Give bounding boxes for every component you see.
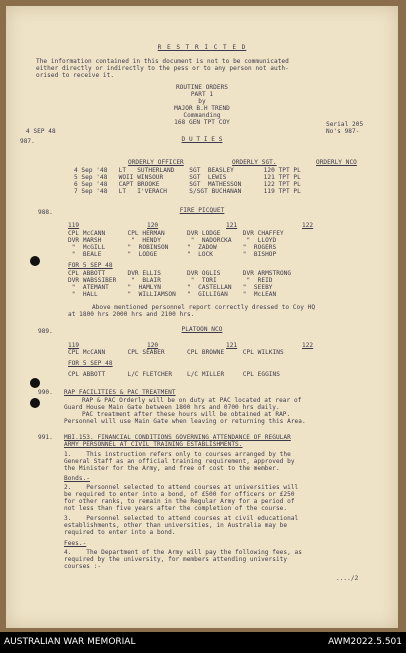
- financial-line: General Staff as an official training requirement, approved by: [64, 458, 295, 465]
- rap-line: Guard House Main Gate between 1800 hrs and 0700 hrs daily.: [64, 404, 280, 411]
- notice-line: orised to receive it.: [36, 72, 115, 79]
- financial-line: 4. The Department of the Army will pay the following fees, as: [64, 549, 302, 556]
- picquet-row: DVR MARSH " HENDY " NADORCKA " LLOYD: [68, 237, 277, 244]
- financial-line: the Minister for the Army, and free of cost to the member.: [64, 465, 280, 472]
- orderly-nco-header: ORDERLY NCO: [316, 159, 357, 166]
- picquet-row: CPL McCANN CPL HERMAN DVR LODGE DVR CHAFFEY: [68, 230, 284, 237]
- platoon-column-header: 121: [226, 222, 238, 229]
- fees-subheading: Fees.-: [64, 540, 87, 547]
- picquet-row: DVR WABSSIBER " BLAIR " TORI " REID: [68, 277, 273, 284]
- financial-line: courses :-: [64, 563, 102, 570]
- platoon-column-header: 120: [147, 342, 159, 349]
- platoon-column-header: 119: [68, 222, 80, 229]
- unit-name: 168 GEN TPT COY: [174, 119, 230, 126]
- platoon-nco-heading: PLATOON NCO: [181, 326, 223, 333]
- nco-row: CPL ABBOTT L/C FLETCHER L/C MILLER CPL EGGINS: [68, 371, 280, 378]
- rap-line: Personnel will use Main Gate when leaving or returning this Area.: [64, 418, 306, 425]
- picquet-row: " HALL " WILLIAMSON " GILLIGAN " McLEAN: [68, 291, 277, 298]
- duty-row: 6 Sep '48 CAPT BROOKE SGT MATHESSON 122 TPT PL: [74, 181, 301, 188]
- financial-line: be required to enter into a bond, of £500 for officers or £250: [64, 491, 295, 498]
- punch-hole: [30, 398, 40, 408]
- punch-hole: [30, 256, 40, 266]
- duty-row: 5 Sep '48 WOII WINSOUR SGT LEWIS 121 TPT PL: [74, 174, 301, 181]
- archive-footer: [0, 632, 406, 653]
- picquet-row: " BEALE " LODGE " LOCK " BISHOP: [68, 251, 277, 258]
- financial-line: 3. Personnel selected to attend courses at civil educational: [64, 515, 299, 522]
- financial-line: 2. Personnel selected to attend courses at universities will: [64, 484, 299, 491]
- orders-part: PART 1: [190, 91, 214, 98]
- restricted-heading: R E S T R I C T E D: [157, 44, 247, 51]
- duty-row: 7 Sep '48 LT I'VERACH S/SGT BUCHANAN 119 TPT PL: [74, 188, 301, 195]
- section-number: 991.: [38, 434, 53, 441]
- picquet-note: at 1800 hrs 2000 hrs and 2100 hrs.: [68, 311, 195, 318]
- section-number: 990.: [38, 389, 53, 396]
- fire-picquet-heading: FIRE PICQUET: [179, 207, 225, 214]
- picquet-row: CPL ABBOTT DVR ELLIS DVR OGLIS DVR ARMSTRONG: [68, 270, 292, 277]
- orders-title: ROUTINE ORDERS: [175, 84, 229, 91]
- platoon-column-header: 120: [147, 222, 159, 229]
- nco-row: CPL McCANN CPL SEABER CPL BROWNE CPL WILKINS: [68, 349, 284, 356]
- duties-heading: D U T I E S: [181, 136, 223, 143]
- financial-heading: ARMY PERSONNEL AT CIVIL TRAINING ESTABLISHMENTS.: [64, 441, 243, 448]
- financial-line: 1. This instruction refers only to courses arranged by the: [64, 451, 291, 458]
- financial-line: establishments, other than universities, in Australia may be: [64, 522, 288, 529]
- financial-line: required by the university, for members attending university: [64, 556, 288, 563]
- bonds-subheading: Bonds.-: [64, 475, 91, 482]
- rap-line: PAC treatment after these hours will be obtained at RAP.: [82, 411, 291, 418]
- order-numbers: No's 987-: [326, 128, 360, 135]
- punch-hole: [30, 378, 40, 388]
- orderly-officer-header: ORDERLY OFFICER: [128, 159, 184, 166]
- rap-heading: RAP FACILITIES & PAC TREATMENT: [64, 389, 176, 396]
- commanding-label: Commanding: [183, 112, 221, 119]
- platoon-column-header: 122: [302, 222, 314, 229]
- page-continuation: ..../2: [336, 575, 359, 582]
- section-number: 987.: [20, 138, 35, 145]
- picquet-note: Above mentioned personnel report correctly dressed to Coy HQ: [92, 304, 316, 311]
- nco-date-subheading: FOR 5 SEP 48: [68, 360, 113, 367]
- duty-row: 4 Sep '48 LT SUTHERLAND SGT BEASLEY 120 TPT PL: [74, 167, 301, 174]
- financial-heading: MBI.153. FINANCIAL CONDITIONS GOVERNING ATTENDANCE OF REGULAR: [64, 434, 291, 441]
- financial-line: required to enter into a bond.: [64, 529, 176, 536]
- notice-line: either directly or indirectly to the pess or to any person not auth-: [36, 65, 289, 72]
- picquet-date-subheading: FOR 5 SEP 48: [68, 262, 113, 269]
- orders-by: by: [198, 98, 206, 105]
- financial-line: for other ranks, to remain in the Regular Army for a period of: [64, 498, 295, 505]
- rap-line: RAP & PAC Orderly will be on duty at PAC located at rear of: [82, 397, 302, 404]
- financial-line: not less than five years after the completion of the course.: [64, 505, 288, 512]
- section-number: 989.: [38, 328, 53, 335]
- commander-name: MAJOR B.H TREND: [174, 105, 230, 112]
- archive-name: AUSTRALIAN WAR MEMORIAL: [4, 637, 136, 647]
- orderly-sgt-header: ORDERLY SGT.: [232, 159, 277, 166]
- order-date: 4 SEP 48: [26, 128, 56, 135]
- picquet-row: " McGILL " ROBINSON " ZADOW " ROGERS: [68, 244, 277, 251]
- picquet-row: " ATEMANT " HAMLYN " CASTELLAN " SEEBY: [68, 284, 273, 291]
- serial-number: Serial 205: [326, 121, 364, 128]
- archive-reference: AWM2022.5.501: [328, 637, 402, 647]
- platoon-column-header: 119: [68, 342, 80, 349]
- platoon-column-header: 122: [302, 342, 314, 349]
- platoon-column-header: 121: [226, 342, 238, 349]
- document-page: [6, 6, 398, 628]
- section-number: 988.: [38, 209, 53, 216]
- notice-line: The information contained in this document is not to be communicated: [36, 58, 289, 65]
